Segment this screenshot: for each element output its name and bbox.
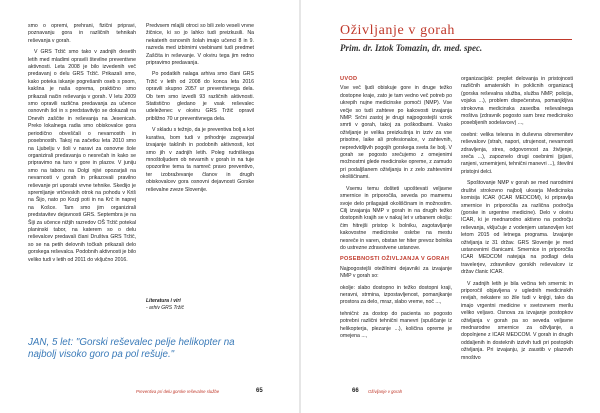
right-column-1 [340,76,452,344]
left-page [0,0,299,413]
child-quote: JAN, 5 let: "Gorski reševalec pelje helikopter na najbolj visoko goro pa pol rešuje." [28,337,235,360]
section-heading: UVOD [340,76,358,82]
paragraph: osebni: velika telesna in duševna obremenitev reševalcev (strah, napori, utrujenost, nevarnosti zdravljenja, stres, odgovornost za življenje, sreča ...), zapoznelo drugi osebnimi (pijani, ranjeni, vznemirjeni, tehnični manevri ...), številni pristojni delci. [461,131,573,175]
left-column-1 [28,23,136,268]
paragraph: Spoštovanje NMP v gorah se med narodnimi društvi strokovno najbolj ukvarja Medicinska komisija ICAR (ICAR MEDCOM), ki pripravlja smernice in priporočila za različna področja (gorske in urgentne medicine). Delo v okviru ICAR, ki je mednarodno aktivno na področju reševanja, vključuje z vodenjem ustanovljen kot letom 2015 od letnega programa. Izvajanje oživljanja iz 31 držav. GRS Slovenije je med ustanovnimi članicami. Smernice in priporočila ICAR MEDCOM natejaja na podlagi dela travelerjev, zdravnikov gorskih reševalcev iz držav članic ICAR. [461,180,573,276]
paragraph: Vse več ljudi obiskuje gore in druge težko dostopne kraje, zato je tam vedno več potreb po ukrepih nujne medicinske pomoči (NMP). Vse večje so tudi zahteve po kakovosti izvajanja NMP. Srčni zastoj je drugi najpogostejši vzrok smrti v gorah, takoj za poškodbami. Vsako oživljanje je velika preizkušnja in izziv za vse prisotne, laike ali profesionalce, v zahtevnih, nepredvidljivih pogojih gorskega sveta še bolj. V gorah se pogosto srečujemo z omejenimi možnostmi glede medicinske opreme, z zamudo pri podaljšanem oživljanju in z zelo zahtevnimi okoliščinami. [340,85,452,181]
paragraph: Najpogostejši otežilnimi dejavniki za izvajanje NMP v gorah so: [340,265,452,280]
sources-heading: Literatura i viri [146,298,181,304]
paragraph: Predvsem mlajši otroci so bili zelo veseli vrvne žičnice, ki so jo lahko tudi preizkusili. Na nekaterih osnovnih šolah imajo učenci 8 in 9. razreda med izbirnimi vsebinami tudi predmet Zaščita in reševanje. V okviru tega jim redno pripravimo predavanja. [146,23,254,67]
paragraph: Vsemu temu došteti upoštevati veljavne smernice in priporočila, seveda po mamemu svoje delo prilagajati okoliščinam in možnostim. Cilj izvajanja NMP v gorah in na drugih težko dostopnih krajih se v nakaj let v urbanem okolju: čim hitrejši pristop k bolniku, zagotavljanje kakovostne medicinske oskrbe na mestu nesreče in varen, obstan ter hiter prevoz bolnika do ustrezne zdravstvene ustanove. [340,185,452,251]
article-author: Prim. dr. Iztok Tomazin, dr. med. spec. [340,43,483,53]
paragraph: V GRS Tržič smo tako v zadnjih desetih letih med mladimi opravili številne preventivne aktivnosti. Leta 2008 je bilo izvedenih več predavanj o delu GRS Tržič. Prikazali smo, kako poteka iskanje pogrešanih oseb s psom, kakšna je naša oprema, praktično smo prikazali način reševanja v gorah. V letu 2009 smo opravili različna predavanja za učence osnovnih šol in s predstavitvijo se dokazali na Dnevih zaščite in reševanja na Jesenicah. Preko lokalnega radia smo obiskovalce gora periodično obveščali o nevarnostih in posebnostih. Takoj na začetku leta 2010 smo na Ljubelju v šoli v naravi za osnovne šole organizirali predavanja o nesrečah in kako se pripravimo na turo v gore in plazov. V juniju smo na taboru na Dolgi njivi opozarjali na nevarnosti v gorah in prikazovali pravilno reševanje pri uporabi vrvne tehnike. Skedijo je spremljanje vrtčevskih otrok na pohodu v Kriš na Šijo, nato po Kozji poti in na Krč in naprej na Košce. Tam smo jim organizirali predstavitev dejavnosti GRS. Septembra je na Šiji za učence nižjih razredov OŠ Tržič potekal planinski tabor, na katerem so o delu reševalcev predavali člani Društva GRS Tržič, so se na petih delovnih točkah prikazali delo gorskega reševalca. Podobnih aktivnosti je bilo veliko tudi v letih od 2011 do vključno 2016. [28,49,136,263]
section-heading: POSEBNOSTI OŽIVLJANJA V GORAH [340,256,450,263]
paragraph: smo o opremi, prehrani, fizični pripravi, poznavanju gora in različnih tehnikah reševanja v gorah. [28,23,136,44]
left-column-2 [146,23,254,198]
right-column-2 [461,76,573,366]
paragraph: V skladu s težnjo, da je preventiva bolj a kot kurativa, bom tudi v prihodnje zagovarjal izvajanje takšnih in podobnih aktivnosti, kot smo jih v zadnjih letih. Poleg rudniškega mnoštoljudem ob nevarnih v gorah in na tuje opozorilne tema ta namreč pravo preventivo, ter izobraževanje članov in drugih obiskovalcev gora osnovni dejavnosti Gorske reševalne zveze Slovenije. [146,127,254,193]
sources-item: - arhiv GRS Tržič [146,305,184,311]
article-title: Oživljanje v gorah [340,23,455,38]
paragraph: V zadnjih letih je bila večina teh smernic in priporočil objavljena v uglednih medicinskih revijah, nekatere so žile tudi v knjigi, tako da imajo vrgentni medicine v svetovnem merilu veliko veljavo. Osnova za izvajanje postopkov oživljanja v gorah pa so seveda veljavne mednarodne smernice za oživljanje, a dopolnjene z ICAR MEDCOM. V gorah in drugih oddaljenih in dosteknih izzivih tudi pri postopkih oživljanja. Pri izvajanju, jz zaustib v plazovih mnoštvo [461,280,573,361]
page-number: 65 [256,388,263,394]
paragraph: organizacijski: preplet delovanja in pristojnosti različnih amaterskih in poklicnih organizacij (gorska reševalna služba, služba NMP, policija, vojska ...), problem dispečerstva, pomanjkljiva strokovna medicinska zasedba reševalnega moštva (zdravnik pogosto sam brez medicinsko posebljenih sodelavcev) ..., [461,76,573,127]
page-number: 66 [352,388,359,394]
sources [146,298,184,312]
title-divider [340,39,572,40]
paragraph: Po podatkih nalaga arhiva smo člani GRS Tržič v letih od 2008 do konca leta 2016 opravili skupno 2057 ur preventivnega dela. Ob tem smo izvedli 93 različnih aktivnosti. Statistično gledano je vsak reševalec udeleženec v okviru GRS Tržič opravil približno 70 ur preventivnega dela. [146,71,254,122]
footer-title: Oživljanje v gorah [368,389,403,394]
footer-title: Preventiva pri delu gorske reševalne službe [136,389,220,394]
paragraph: okolje: slabo dostopno in težko dostopni kraji, neravni, strmina, izpostavljenost, pomanjkanje prostora za delo, mraz, slabo vreme, noč ..., [340,284,452,306]
paragraph: tehnični: za dostop do pacienta so pogosto potrebni različni tehnični manevri (spuščanje iz helikopterja, plezanje ...), količina opreme je omejena ..., [340,310,452,339]
